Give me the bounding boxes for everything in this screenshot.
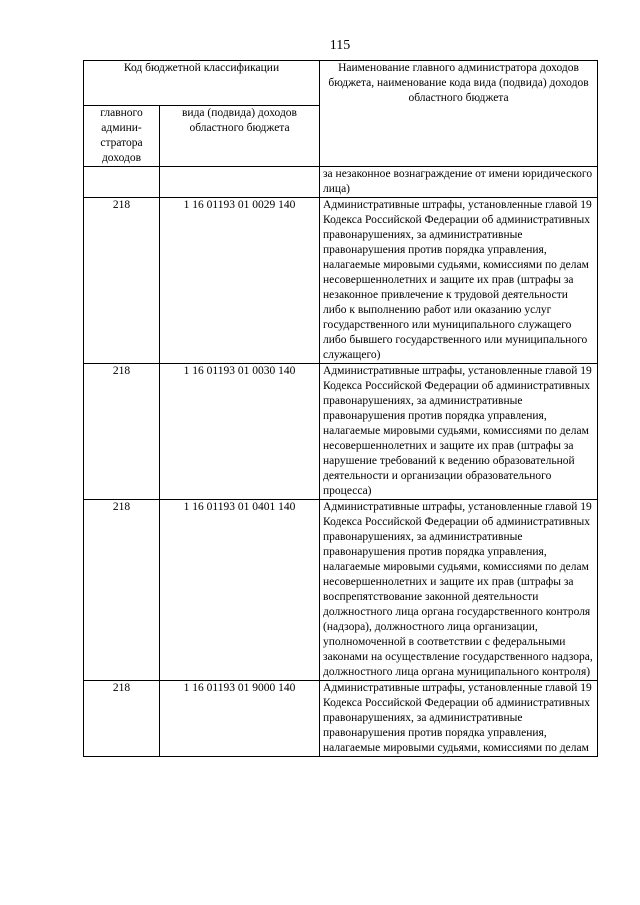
cell-name: Административные штрафы, установленные главой 19 Кодекса Российской Федерации об административных правонарушениях, за административные правонарушения против порядка управления, налагаемые мировыми судьями, комиссиями по делам	[320, 681, 598, 757]
cell-name: Административные штрафы, установленные главой 19 Кодекса Российской Федерации об административных правонарушениях, за административные правонарушения против порядка управления, налагаемые мировыми судьями, комиссиями по делам несовершеннолетних и защите их прав (штрафы за нарушение требований к ведению образовательной деятельности и организации образовательного процесса)	[320, 364, 598, 500]
table-row	[84, 500, 598, 681]
budget-classification-table	[83, 60, 598, 757]
cell-code: 1 16 01193 01 0029 140	[160, 198, 320, 364]
cell-name: за незаконное вознаграждение от имени юридического лица)	[320, 167, 598, 198]
page-number: 115	[329, 38, 351, 53]
header-budget-code-group: Код бюджетной классификации	[84, 61, 320, 106]
table-header	[84, 61, 598, 167]
header-name-column: Наименование главного администратора доходов бюджета, наименование кода вида (подвида) доходов областного бюджета	[320, 61, 598, 167]
header-admin-column: главного админи-стратора доходов	[84, 106, 160, 167]
cell-code: 1 16 01193 01 0030 140	[160, 364, 320, 500]
cell-code	[160, 167, 320, 198]
cell-admin: 218	[84, 198, 160, 364]
header-income-code-column: вида (подвида) доходов областного бюджета	[160, 106, 320, 167]
cell-admin: 218	[84, 500, 160, 681]
table-row	[84, 681, 598, 757]
table-row	[84, 198, 598, 364]
cell-name: Административные штрафы, установленные главой 19 Кодекса Российской Федерации об административных правонарушениях, за административные правонарушения против порядка управления, налагаемые мировыми судьями, комиссиями по делам несовершеннолетних и защите их прав (штрафы за воспрепятствование законной деятельности должностного лица органа государственного контроля (надзора), должностного лица организации, уполномоченной в соответствии с федеральными законами на осуществление государственного надзора, должностного лица органа муниципального контроля)	[320, 500, 598, 681]
table-body	[84, 167, 598, 757]
cell-admin: 218	[84, 364, 160, 500]
table-row	[84, 167, 598, 198]
cell-code: 1 16 01193 01 0401 140	[160, 500, 320, 681]
cell-admin	[84, 167, 160, 198]
cell-code: 1 16 01193 01 9000 140	[160, 681, 320, 757]
cell-admin: 218	[84, 681, 160, 757]
table-row	[84, 364, 598, 500]
cell-name: Административные штрафы, установленные главой 19 Кодекса Российской Федерации об административных правонарушениях, за административные правонарушения против порядка управления, налагаемые мировыми судьями, комиссиями по делам несовершеннолетних и защите их прав (штрафы за незаконное привлечение к трудовой деятельности либо к выполнению работ или оказанию услуг государственного или муниципального служащего либо бывшего государственного или муниципального служащего)	[320, 198, 598, 364]
